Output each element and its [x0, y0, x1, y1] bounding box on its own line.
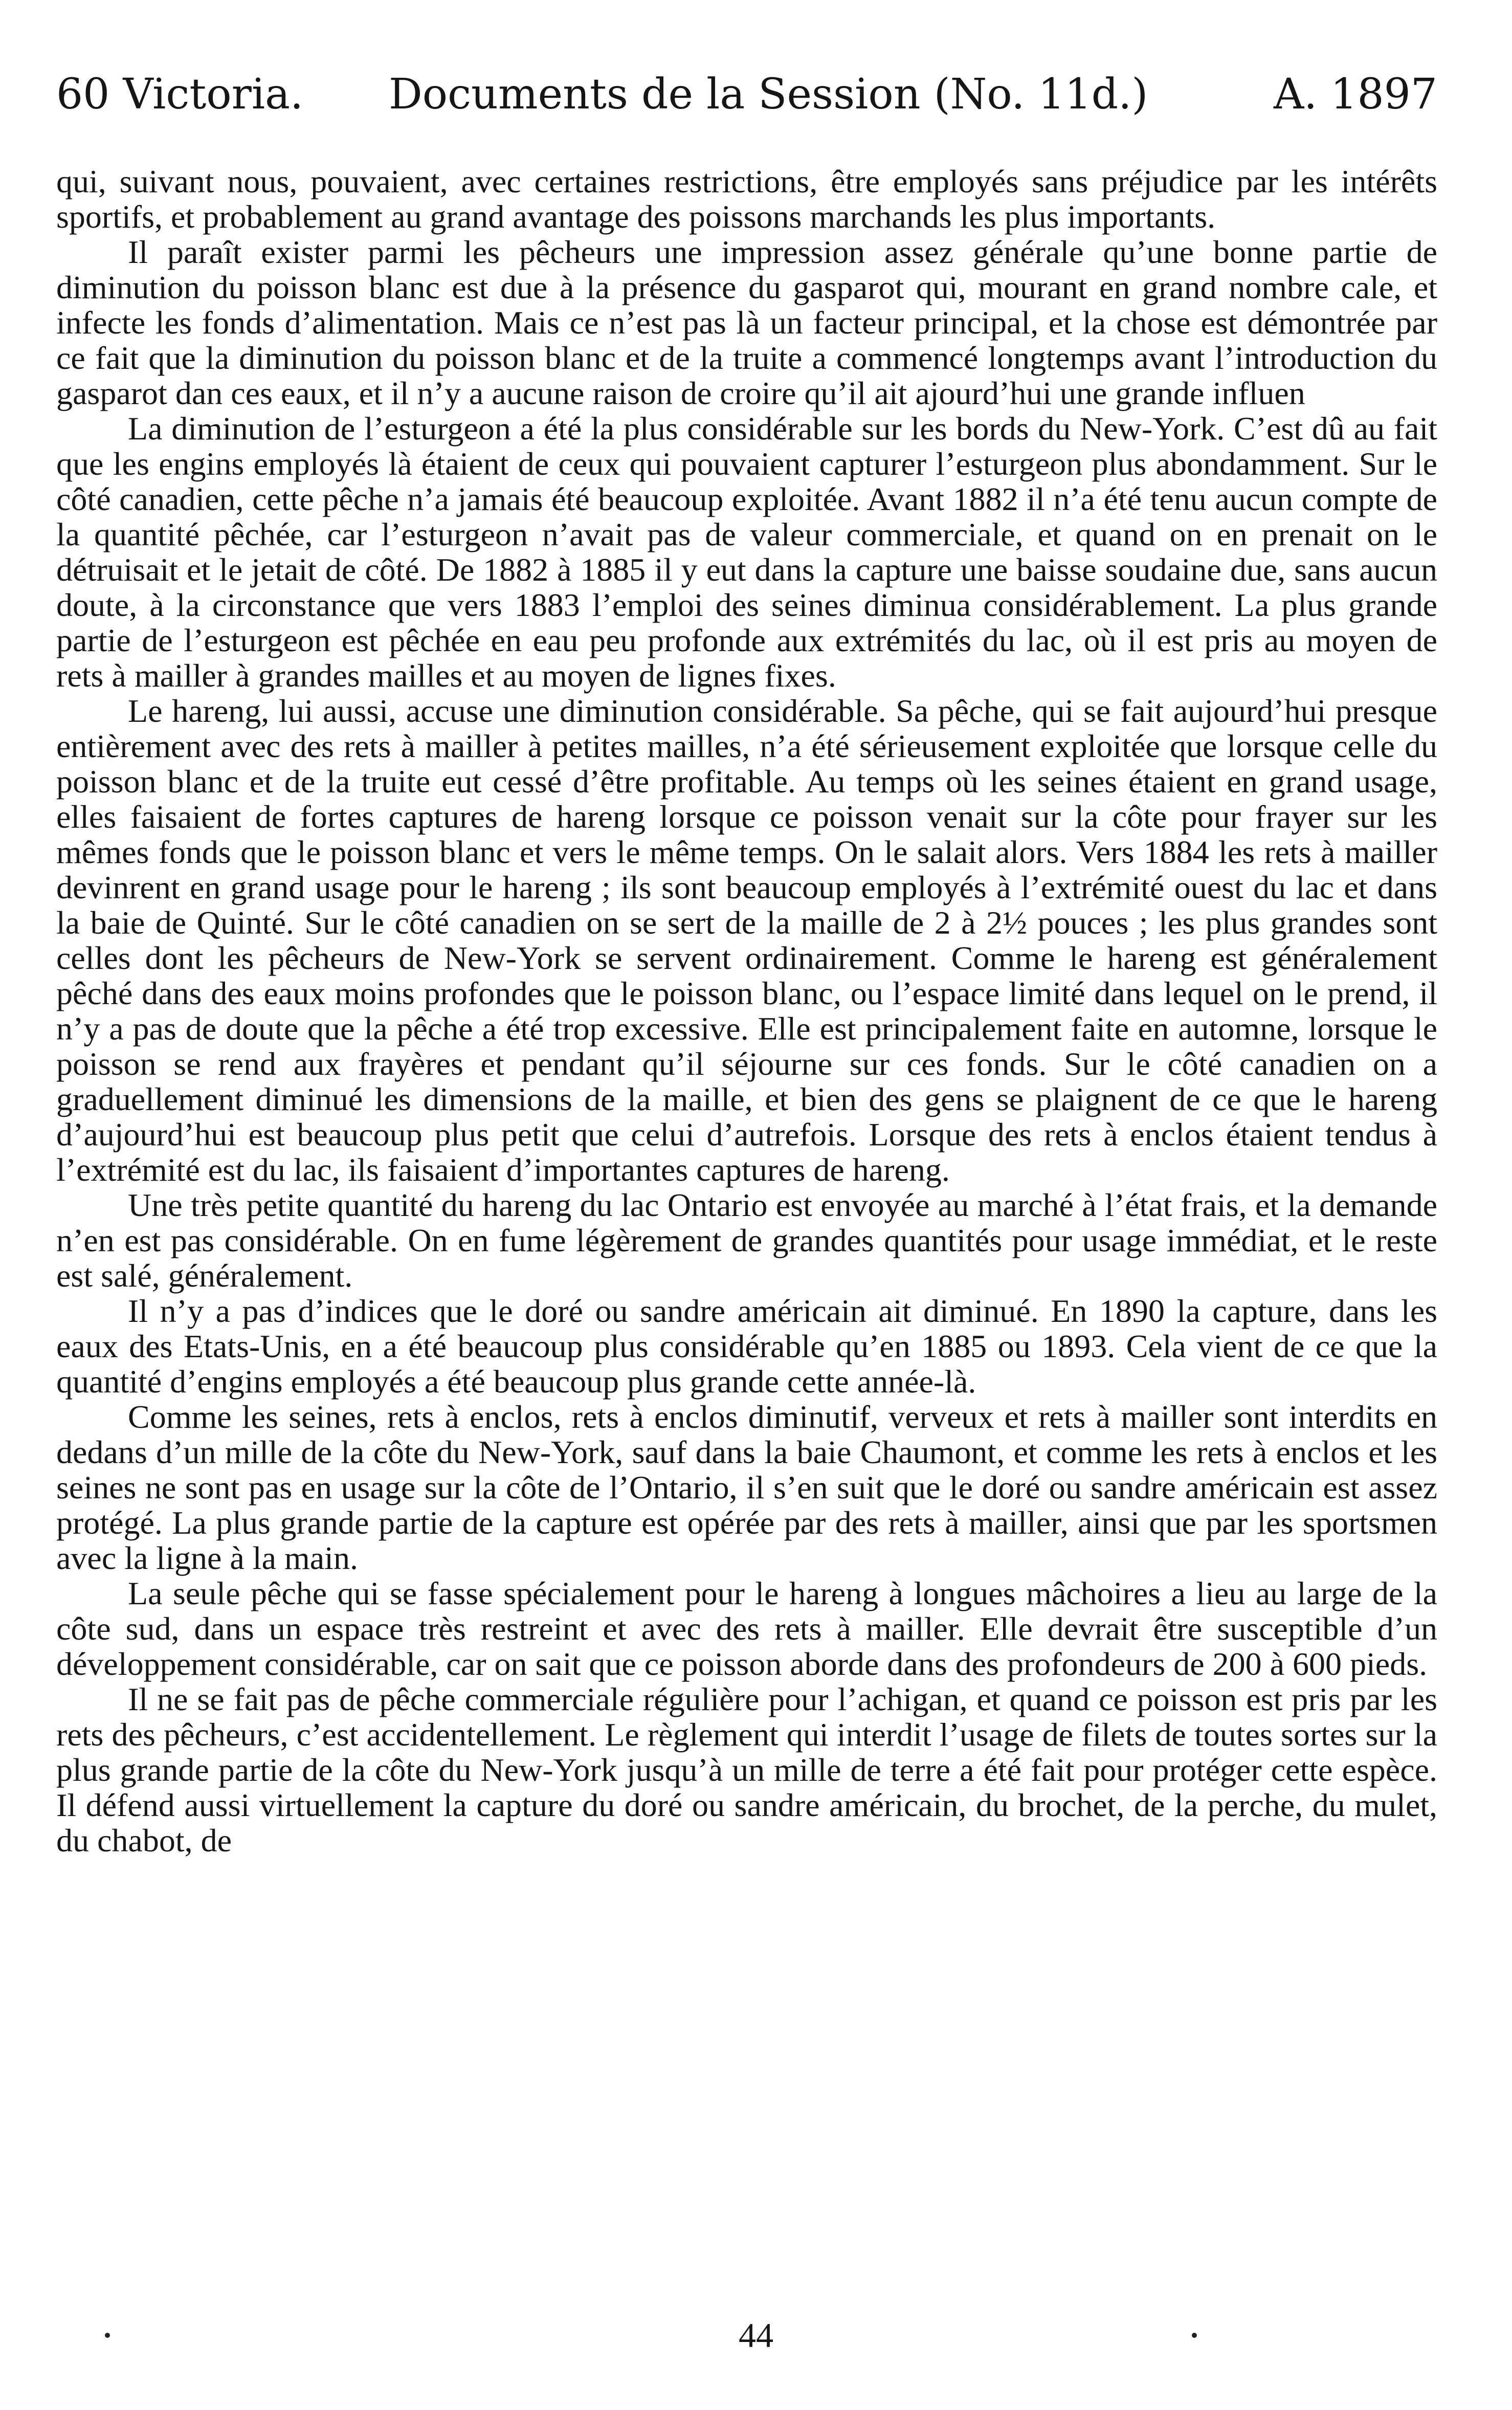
paragraph-hareng-marche: Une très petite quantité du hareng du lac Ontario est envoyée au marché à l’état frais, et la demande n’en est pas considérable. On en fume légèrement de grandes quantités pour usage immédiat, et le reste est salé, généralement.	[56, 1187, 1437, 1294]
paragraph-esturgeon: La diminution de l’esturgeon a été la plus considérable sur les bords du New-York. C’est dû au fait que les engins employés là étaient de ceux qui pouvaient capturer l’esturgeon plus abondamment. Sur le côté canadien, cette pêche n’a jamais été beaucoup exploitée. Avant 1882 il n’a été tenu aucun compte de la quantité pêchée, car l’esturgeon n’avait pas de valeur commerciale, et quand on en prenait on le détruisait et le jetait de côté. De 1882 à 1885 il y eut dans la capture une baisse soudaine due, sans aucun doute, à la circonstance que vers 1883 l’emploi des seines diminua considérablement. La plus grande partie de l’esturgeon est pêchée en eau peu profonde aux extrémités du lac, où il est pris au moyen de rets à mailler à grandes mailles et au moyen de lignes fixes.	[56, 410, 1437, 694]
paragraph-achigan: Il ne se fait pas de pêche commerciale régulière pour l’achigan, et quand ce poisson est pris par les rets des pêcheurs, c’est accidentellement. Le règlement qui interdit l’usage de filets de toutes sortes sur la plus grande partie de la côte du New-York jusqu’à un mille de terre a été fait pour protéger cette espèce. Il défend aussi virtuellement la capture du doré ou sandre américain, du brochet, de la perche, du mulet, du chabot, de	[56, 1681, 1437, 1859]
page-number: 44	[739, 2316, 773, 2355]
header-title: Documents de la Session (No. 11d.)	[389, 70, 1148, 119]
page-footer	[0, 2312, 1512, 2363]
header-volume: 60 Victoria.	[56, 70, 304, 119]
print-dot	[1192, 2333, 1197, 2338]
paragraph-hareng: Le hareng, lui aussi, accuse une diminution considérable. Sa pêche, qui se fait aujourd’hui presque entièrement avec des rets à mailler à petites mailles, n’a été sérieusement exploitée que lorsque celle du poisson blanc et de la truite eut cessé d’être profitable. Au temps où les seines étaient en grand usage, elles faisaient de fortes captures de hareng lorsque ce poisson venait sur la côte pour frayer sur les mêmes fonds que le poisson blanc et vers le même temps. On le salait alors. Vers 1884 les rets à mailler devinrent en grand usage pour le hareng ; ils sont beaucoup employés à l’extrémité ouest du lac et dans la baie de Quinté. Sur le côté canadien on se sert de la maille de 2 à 2½ pouces ; les plus grandes sont celles dont les pêcheurs de New-York se servent ordinairement. Comme le hareng est généralement pêché dans des eaux moins profondes que le poisson blanc, ou l’espace limité dans lequel on le prend, il n’y a pas de doute que la pêche a été trop excessive. Elle est principalement faite en automne, lorsque le poisson se rend aux frayères et pendant qu’il séjourne sur ces fonds. Sur le côté canadien on a graduellement diminué les dimensions de la maille, et bien des gens se plaignent de ce que le hareng d’aujourd’hui est beaucoup plus petit que celui d’autrefois. Lorsque des rets à enclos étaient tendus à l’extrémité est du lac, ils faisaient d’importantes captures de hareng.	[56, 693, 1437, 1188]
paragraph-gasparot: Il paraît exister parmi les pêcheurs une impression assez générale qu’une bonne partie de diminution du poisson blanc est due à la présence du gasparot qui, mourant en grand nombre cale, et infecte les fonds d’alimentation. Mais ce n’est pas là un facteur principal, et la chose est démontrée par ce fait que la diminution du poisson blanc et de la truite a commencé longtemps avant l’introduction du gasparot dan ces eaux, et il n’y a aucune raison de croire qu’il ait ajourd’hui une grande influen	[56, 234, 1437, 411]
paragraph-dore: Il n’y a pas d’indices que le doré ou sandre américain ait diminué. En 1890 la capture, dans les eaux des Etats-Unis, en a été beaucoup plus considérable qu’en 1885 ou 1893. Cela vient de ce que la quantité d’engins employés a été beaucoup plus grande cette année-là.	[56, 1293, 1437, 1400]
running-header	[56, 67, 1437, 133]
paragraph-hareng-machoires: La seule pêche qui se fasse spécialement pour le hareng à longues mâchoires a lieu au large de la côte sud, dans un espace très restreint et avec des rets à mailler. Elle devrait être susceptible d’un développement considérable, car on sait que ce poisson aborde dans des profondeurs de 200 à 600 pieds.	[56, 1575, 1437, 1682]
paragraph-continuation: qui, suivant nous, pouvaient, avec certaines restrictions, être employés sans préjudice par les intérêts sportifs, et probablement au grand avantage des poissons marchands les plus importants.	[56, 164, 1437, 235]
header-year: A. 1897	[1273, 70, 1437, 119]
paragraph-seines: Comme les seines, rets à enclos, rets à enclos diminutif, verveux et rets à mailler sont interdits en dedans d’un mille de la côte du New-York, sauf dans la baie Chaumont, et comme les rets à enclos et les seines ne sont pas en usage sur la côte de l’Ontario, il s’en suit que le doré ou sandre américain est assez protégé. La plus grande partie de la capture est opérée par des rets à mailler, ainsi que par les sportsmen avec la ligne à la main.	[56, 1399, 1437, 1576]
body-text	[56, 164, 1437, 2302]
